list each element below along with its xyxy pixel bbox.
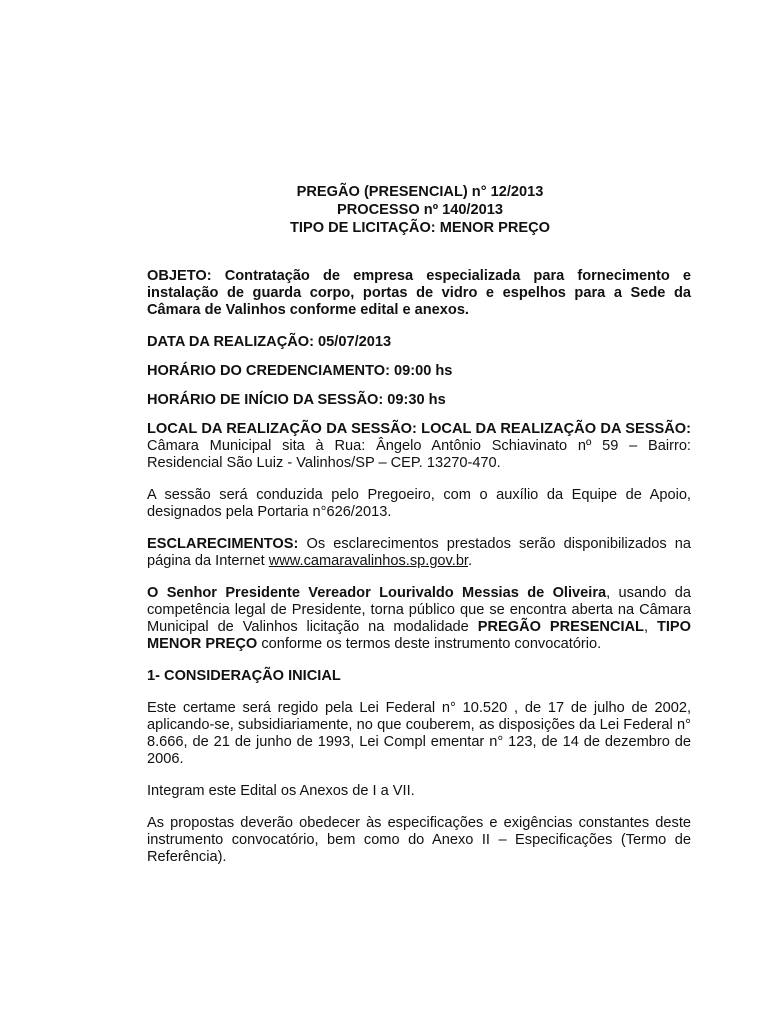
certame-paragraph: Este certame será regido pela Lei Federal n° 10.520 , de 17 de julho de 2002, aplicando-se, subsidiariamente, no que couberem, as disposições da Lei Federal n° 8.666, de 21 de junho de 1993, Lei Compl ementar n° 123, de 14 de dezembro de 2006. [147, 700, 691, 767]
horario-inicio: HORÁRIO DE INÍCIO DA SESSÃO: 09:30 hs [147, 392, 446, 408]
presidente-name: O Senhor Presidente Vereador Lourivaldo Messias de Oliveira [147, 585, 607, 601]
presidente-text1: , usando da competência legal de Presidente, torna público que se encontra aberta na Câmara Municipal de Valinhos licitação na modalidade [147, 585, 691, 635]
esclarecimentos-label: ESCLARECIMENTOS: [147, 536, 299, 552]
esclarecimentos-end: . [468, 553, 473, 569]
section-title-consideracao: 1- CONSIDERAÇÃO INICIAL [147, 668, 341, 684]
pregao-title: PREGÃO (PRESENCIAL) n° 12/2013 [296, 184, 544, 200]
local-label: LOCAL DA REALIZAÇÃO DA SESSÃO: LOCAL DA REALIZAÇÃO DA SESSÃO: [147, 421, 691, 437]
data-realizacao: DATA DA REALIZAÇÃO: 05/07/2013 [147, 334, 392, 350]
objeto-paragraph: OBJETO: Contratação de empresa especializada para fornecimento e instalação de guarda corpo, portas de vidro e espelhos para a Sede da Câmara de Valinhos conforme edital e anexos. [147, 268, 691, 318]
sessao-paragraph: A sessão será conduzida pelo Pregoeiro, com o auxílio da Equipe de Apoio, designados pela Portaria n°626/2013. [147, 487, 691, 520]
esclarecimentos-paragraph [147, 536, 691, 570]
modalidade-bold: PREGÃO PRESENCIAL [477, 619, 644, 635]
anexos-paragraph: Integram este Edital os Anexos de I a VII. [147, 783, 415, 799]
presidente-paragraph [147, 585, 691, 653]
tipo-bold: TIPO MENOR PREÇO [147, 619, 691, 652]
document-header [147, 183, 691, 237]
esclarecimentos-text: Os esclarecimentos prestados serão disponibilizados na página da Internet [147, 536, 691, 569]
presidente-text2: conforme os termos deste instrumento convocatório. [257, 636, 602, 652]
local-text: Câmara Municipal sita à Rua: Ângelo Antônio Schiavinato nº 59 – Bairro: Residencial São Luiz - Valinhos/SP – CEP. 13270-470. [147, 438, 691, 471]
local-paragraph [147, 421, 691, 472]
presidente-comma: , [643, 619, 657, 635]
horario-credenciamento: HORÁRIO DO CREDENCIAMENTO: 09:00 hs [147, 363, 453, 379]
website-link[interactable]: www.camaravalinhos.sp.gov.br [268, 553, 468, 569]
tipo-licitacao: TIPO DE LICITAÇÃO: MENOR PREÇO [290, 220, 550, 236]
processo-number: PROCESSO nº 140/2013 [337, 202, 503, 218]
propostas-paragraph: As propostas deverão obedecer às especificações e exigências constantes deste instrumento convocatório, bem como do Anexo II – Especificações (Termo de Referência). [147, 815, 691, 865]
